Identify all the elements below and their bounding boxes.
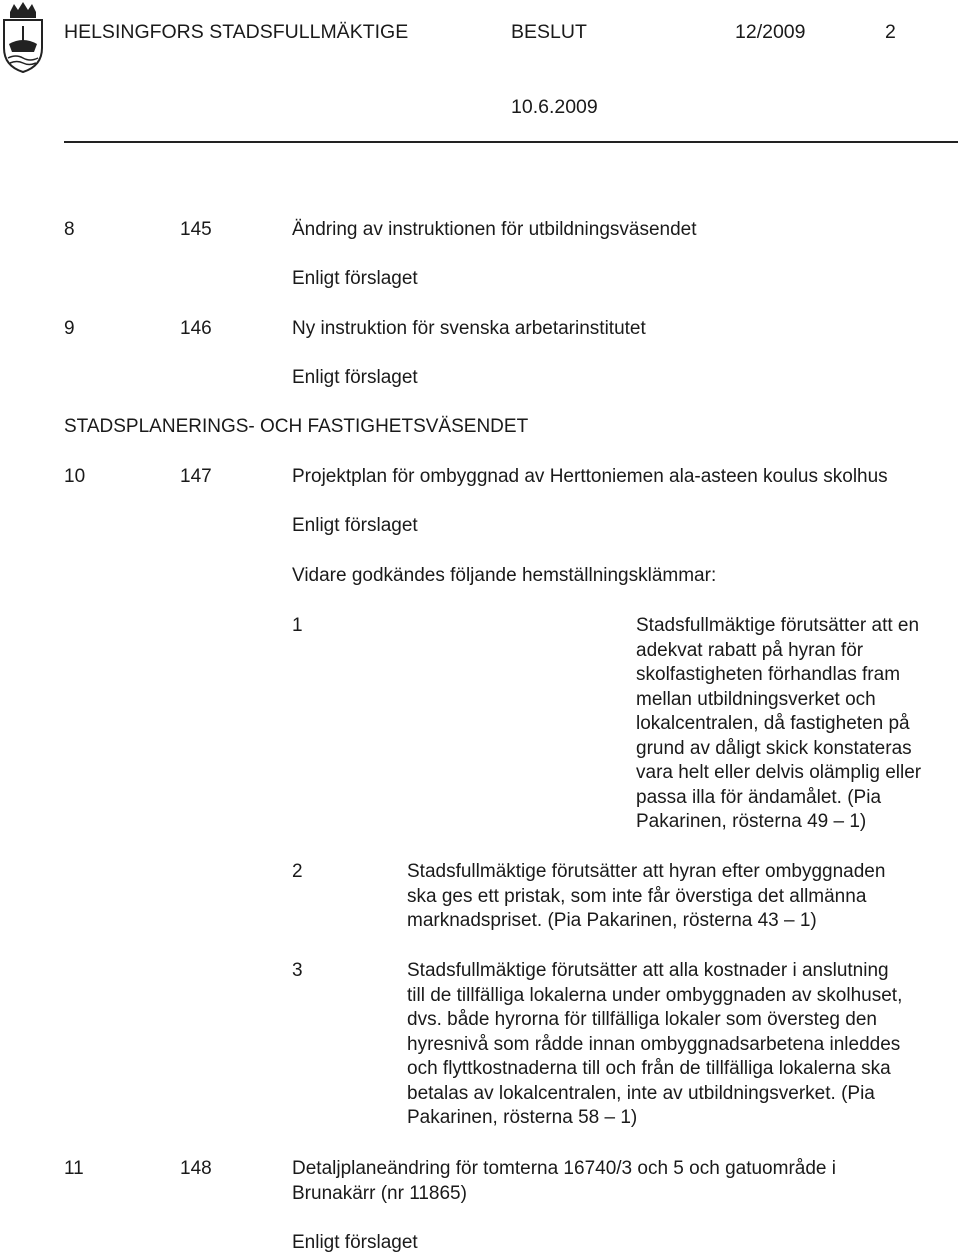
- clause-number: 3: [292, 960, 303, 981]
- item-decision: Enligt förslaget: [292, 268, 418, 289]
- clause-number: 2: [292, 861, 303, 882]
- header-reference: 12/2009: [735, 21, 806, 43]
- item-title: Projektplan för ombyggnad av Herttoniemen ala-asteen koulus skolhus: [292, 466, 888, 487]
- item-section: 147: [180, 466, 212, 487]
- item-decision: Enligt förslaget: [292, 1232, 418, 1253]
- item-section: 146: [180, 318, 212, 339]
- clause-number: 1: [292, 615, 303, 636]
- item-number: 10: [64, 466, 86, 487]
- clause-text: Stadsfullmäktige förutsätter att en adekvat rabatt på hyran för skolfastigheten förhandlas fram mellan utbildningsverket och lokalcentralen, då fastigheten på grund av dåligt skick konstateras vara helt eller delvis olämplig eller passa illa för ändamålet. (Pia Pakarinen, rösterna 49 – 1): [636, 615, 922, 832]
- clause-text: Stadsfullmäktige förutsätter att hyran efter ombyggnaden ska ges ett pristak, som inte får överstiga det allmänna marknadspriset. (Pia Pakarinen, rösterna 43 – 1): [407, 861, 886, 931]
- additional-intro: Vidare godkändes följande hemställningsklämmar:: [292, 565, 717, 586]
- section-heading: STADSPLANERINGS- OCH FASTIGHETSVÄSENDET: [64, 416, 529, 437]
- item-number: 8: [64, 219, 75, 240]
- header-doc-type: BESLUT: [511, 21, 587, 43]
- header-divider: [64, 141, 958, 143]
- item-title: Ändring av instruktionen för utbildningsväsendet: [292, 219, 697, 240]
- header-date: 10.6.2009: [511, 96, 598, 118]
- item-number: 11: [64, 1158, 84, 1179]
- item-title: Detaljplaneändring för tomterna 16740/3 och 5 och gatuområde i Brunakärr (nr 11865): [292, 1158, 836, 1204]
- item-decision: Enligt förslaget: [292, 367, 418, 388]
- item-section: 148: [180, 1158, 212, 1179]
- item-section: 145: [180, 219, 212, 240]
- clause-text: Stadsfullmäktige förutsätter att alla kostnader i anslutning till de tillfälliga lokalerna under ombyggnaden av skolhuset, dvs. både hyrorna för tillfälliga lokaler som översteg den hyresnivå som rådde innan ombyggnadsarbetena inleddes och flyttkostnaderna till och från de tillfälliga lokalerna ska betalas av lokalcentralen, inte av utbildningsverket. (Pia Pakarinen, rösterna 58 – 1): [407, 960, 903, 1128]
- helsinki-coat-of-arms-icon: [0, 0, 46, 74]
- item-title: Ny instruktion för svenska arbetarinstitutet: [292, 318, 646, 339]
- header-page-number: 2: [885, 21, 896, 43]
- item-decision: Enligt förslaget: [292, 515, 418, 536]
- header-organization: HELSINGFORS STADSFULLMÄKTIGE: [64, 21, 409, 43]
- item-number: 9: [64, 318, 75, 339]
